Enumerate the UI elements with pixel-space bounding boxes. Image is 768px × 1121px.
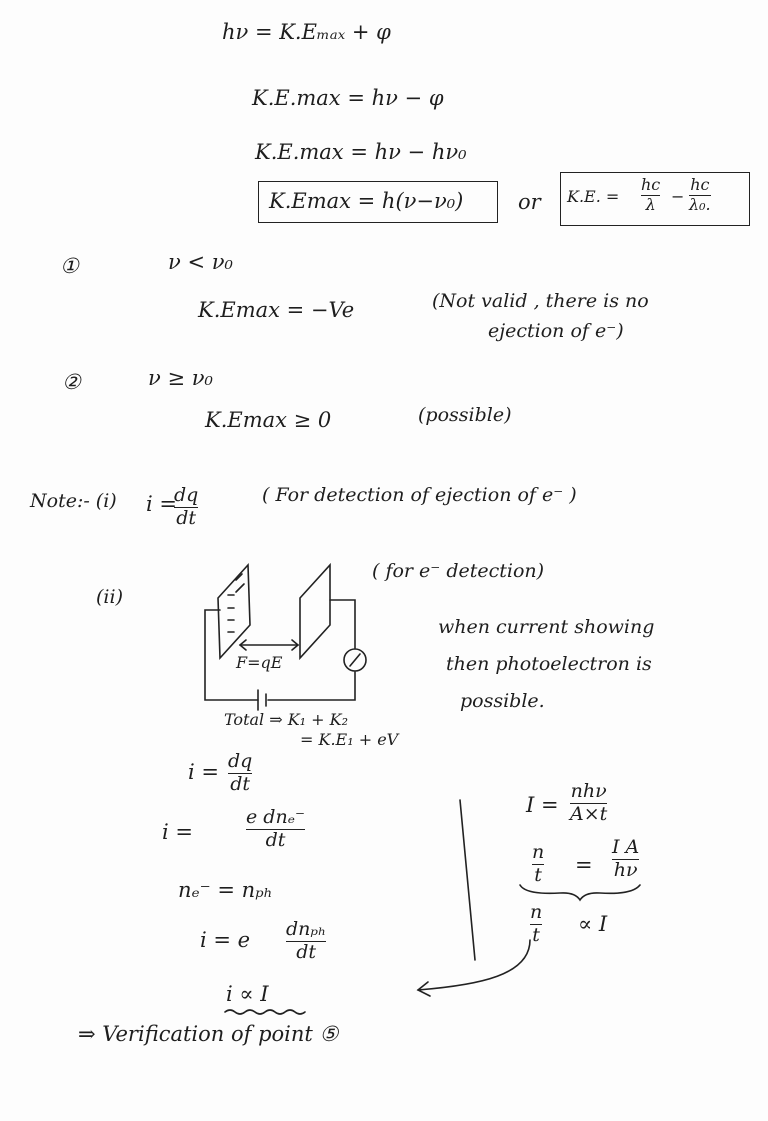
note-label: Note:- (i) xyxy=(30,490,117,512)
side-1-lhs: I = xyxy=(526,793,559,817)
fraction-numerator: dq xyxy=(174,484,199,506)
right-note-line-3: possible. xyxy=(460,690,545,712)
equation-ke-max-phi: K.E.max = hν − φ xyxy=(252,86,444,110)
equation-einstein: hν = K.Eₘₐₓ + φ xyxy=(222,20,391,44)
fraction-denominator: λ₀. xyxy=(689,194,711,214)
total-energy-line-2: = K.E₁ + eV xyxy=(300,730,399,749)
ammeter-needle xyxy=(350,654,360,666)
negative-charges xyxy=(228,595,234,632)
emitter-plate xyxy=(218,565,250,658)
fraction-denominator: t xyxy=(534,863,542,886)
fraction-denominator: dt xyxy=(176,506,197,529)
right-note-line-1: when current showing xyxy=(438,616,655,638)
fraction-denominator: A×t xyxy=(570,802,608,825)
fraction-dnph-dt xyxy=(286,920,326,963)
force-label: F=qE xyxy=(236,653,283,672)
fraction-denominator: hν xyxy=(613,858,638,881)
fraction-n-t xyxy=(532,843,544,886)
boxed-equation-2-lhs: K.E. = xyxy=(567,187,620,206)
case-1-equation: K.Emax = −Ve xyxy=(198,298,355,322)
right-wire-bottom xyxy=(268,672,355,700)
derivation-4-lhs: i = e xyxy=(200,928,251,952)
fraction-numerator: nhν xyxy=(570,780,607,802)
fraction-denominator: dt xyxy=(296,940,317,963)
total-energy-line-1: Total ⇒ K₁ + K₂ xyxy=(224,710,349,729)
equation-ke-max-nu0: K.E.max = hν − hν₀ xyxy=(255,140,467,164)
fraction-denominator: dt xyxy=(230,772,251,795)
note-i-lhs: i = xyxy=(146,492,177,516)
divider-line xyxy=(460,800,475,960)
side-2-equals: = xyxy=(575,853,593,877)
fraction-numerator: e dnₑ⁻ xyxy=(246,806,306,828)
wavy-underline xyxy=(225,1010,305,1014)
fraction-dq-dt xyxy=(228,752,252,795)
verification-line: ⇒ Verification of point ⑤ xyxy=(78,1022,339,1046)
case-2-number: ② xyxy=(62,370,81,394)
fraction-denominator: t xyxy=(532,923,540,946)
fraction-numerator: n xyxy=(530,901,543,923)
right-wire-top xyxy=(330,600,355,648)
collector-plate xyxy=(300,565,330,658)
fraction-n-t-proportional xyxy=(530,903,542,946)
underbrace xyxy=(520,885,640,900)
case-1-note-line-1: (Not valid , there is no xyxy=(432,290,649,312)
fraction-nhv-at xyxy=(570,782,607,825)
fraction-denominator: dt xyxy=(265,828,286,851)
case-2-note: (possible) xyxy=(418,404,512,426)
fraction-numerator: dq xyxy=(228,750,253,772)
derivation-2-lhs: i = xyxy=(162,820,193,844)
minus-sign: − xyxy=(671,187,685,206)
boxed-equation-1-text: K.Emax = h(ν−ν₀) xyxy=(269,189,464,213)
fraction-numerator: n xyxy=(532,841,545,863)
case-1-note-line-2: ejection of e⁻) xyxy=(488,320,624,342)
fraction-ia-hv xyxy=(612,838,639,881)
right-note-line-2: then photoelectron is xyxy=(446,653,652,675)
or-word: or xyxy=(518,190,541,214)
note-i-description: ( For detection of ejection of e⁻ ) xyxy=(262,484,577,506)
fraction-numerator: hc xyxy=(690,175,710,194)
case-2-equation: K.Emax ≥ 0 xyxy=(205,408,332,432)
note-ii-label: (ii) xyxy=(96,586,123,608)
case-2-condition: ν ≥ ν₀ xyxy=(148,366,213,390)
fraction-numerator: I A xyxy=(612,836,640,858)
derivation-5: i ∝ I xyxy=(226,982,269,1006)
case-1-condition: ν < ν₀ xyxy=(168,250,233,274)
note-ii-description: ( for e⁻ detection) xyxy=(372,560,545,582)
fraction-e-dne-dt xyxy=(246,808,305,851)
fraction-numerator: hc xyxy=(641,175,661,194)
case-1-number: ① xyxy=(60,254,79,278)
fraction-denominator: λ xyxy=(645,194,656,214)
derivation-1-lhs: i = xyxy=(188,760,219,784)
derivation-3: nₑ⁻ = nₚₕ xyxy=(178,878,273,902)
side-3-relation: ∝ I xyxy=(578,912,608,936)
fraction-numerator: dnₚₕ xyxy=(286,918,327,940)
